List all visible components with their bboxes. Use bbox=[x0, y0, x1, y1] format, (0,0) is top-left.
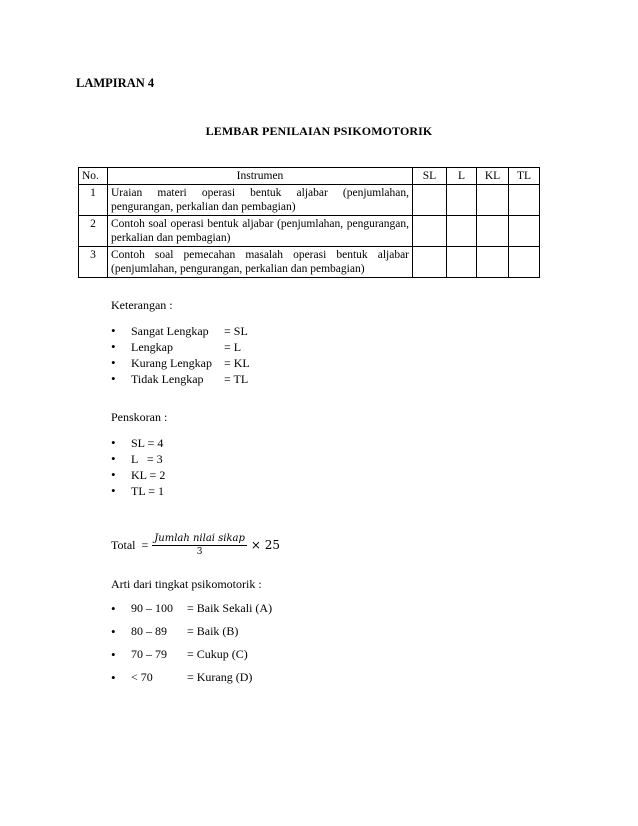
list-item bbox=[111, 371, 250, 387]
list-item: • TL = 1 bbox=[111, 483, 167, 499]
fraction-denominator: 3 bbox=[196, 547, 203, 557]
item-value: = KL bbox=[224, 356, 250, 370]
cell-l bbox=[447, 185, 477, 216]
header-no: No. bbox=[79, 168, 108, 185]
keterangan-section bbox=[111, 298, 250, 387]
list-item: • SL = 4 bbox=[111, 435, 167, 451]
cell-kl bbox=[477, 185, 509, 216]
item-range: < 70 bbox=[131, 670, 153, 684]
list-item bbox=[111, 620, 272, 643]
item-range: 90 – 100 bbox=[131, 601, 173, 615]
header-l: L bbox=[447, 168, 477, 185]
item-value: = L bbox=[224, 340, 242, 354]
list-item bbox=[111, 339, 250, 355]
row-instrument: Contoh soal pemecahan masalah operasi bentuk aljabar (penjumlahan, pengurangan, perkalian dan pembagian) bbox=[108, 247, 413, 278]
keterangan-list bbox=[111, 323, 250, 387]
item-value: = Cukup (C) bbox=[187, 647, 248, 661]
penskoran-list bbox=[111, 435, 167, 499]
arti-label: Arti dari tingkat psikomotorik : bbox=[111, 577, 262, 591]
item-value: = TL bbox=[224, 372, 249, 386]
total-label: Total = bbox=[111, 537, 149, 552]
cell-tl bbox=[509, 247, 540, 278]
item-value: = Baik (B) bbox=[187, 624, 239, 638]
item-term: Lengkap bbox=[131, 340, 173, 354]
table-row bbox=[79, 247, 540, 278]
item-range: 70 – 79 bbox=[131, 647, 167, 661]
cell-l bbox=[447, 247, 477, 278]
row-number: 3 bbox=[79, 247, 108, 278]
cell-kl bbox=[477, 247, 509, 278]
header-sl: SL bbox=[413, 168, 447, 185]
assessment-table bbox=[78, 167, 540, 278]
cell-tl bbox=[509, 185, 540, 216]
row-number: 2 bbox=[79, 216, 108, 247]
list-item bbox=[111, 323, 250, 339]
total-fraction bbox=[152, 532, 247, 558]
list-item: • L = 3 bbox=[111, 451, 167, 467]
item-range: 80 – 89 bbox=[131, 624, 167, 638]
table-row bbox=[79, 216, 540, 247]
fraction-numerator: Jumlah nilai sikap bbox=[154, 533, 245, 544]
header-kl: KL bbox=[477, 168, 509, 185]
total-formula bbox=[111, 532, 280, 558]
appendix-heading: LAMPIRAN 4 bbox=[76, 76, 155, 90]
list-item bbox=[111, 666, 272, 689]
row-instrument: Contoh soal operasi bentuk aljabar (penjumlahan, pengurangan, perkalian dan pembagian) bbox=[108, 216, 413, 247]
total-multiplier: × 25 bbox=[250, 538, 281, 552]
header-instrumen: Instrumen bbox=[108, 168, 413, 185]
row-number: 1 bbox=[79, 185, 108, 216]
table-header-row bbox=[79, 168, 540, 185]
arti-list bbox=[111, 597, 272, 689]
keterangan-label: Keterangan : bbox=[111, 298, 173, 312]
item-term: Sangat Lengkap bbox=[131, 324, 209, 338]
cell-sl bbox=[413, 185, 447, 216]
header-tl: TL bbox=[509, 168, 540, 185]
list-item bbox=[111, 643, 272, 666]
row-instrument: Uraian materi operasi bentuk aljabar (penjumlahan, pengurangan, perkalian dan pembagian) bbox=[108, 185, 413, 216]
cell-sl bbox=[413, 216, 447, 247]
arti-section bbox=[111, 577, 272, 689]
cell-sl bbox=[413, 247, 447, 278]
item-term: Kurang Lengkap bbox=[131, 356, 212, 370]
cell-kl bbox=[477, 216, 509, 247]
penskoran-section bbox=[111, 410, 167, 499]
list-item: • KL = 2 bbox=[111, 467, 167, 483]
item-value: = Baik Sekali (A) bbox=[187, 601, 273, 615]
page-title: LEMBAR PENILAIAN PSIKOMOTORIK bbox=[205, 124, 433, 138]
list-item bbox=[111, 597, 272, 620]
item-value: = Kurang (D) bbox=[187, 670, 253, 684]
cell-tl bbox=[509, 216, 540, 247]
cell-l bbox=[447, 216, 477, 247]
item-value: = SL bbox=[224, 324, 248, 338]
item-term: Tidak Lengkap bbox=[131, 372, 204, 386]
penskoran-label: Penskoran : bbox=[111, 410, 168, 424]
list-item bbox=[111, 355, 250, 371]
table-row bbox=[79, 185, 540, 216]
